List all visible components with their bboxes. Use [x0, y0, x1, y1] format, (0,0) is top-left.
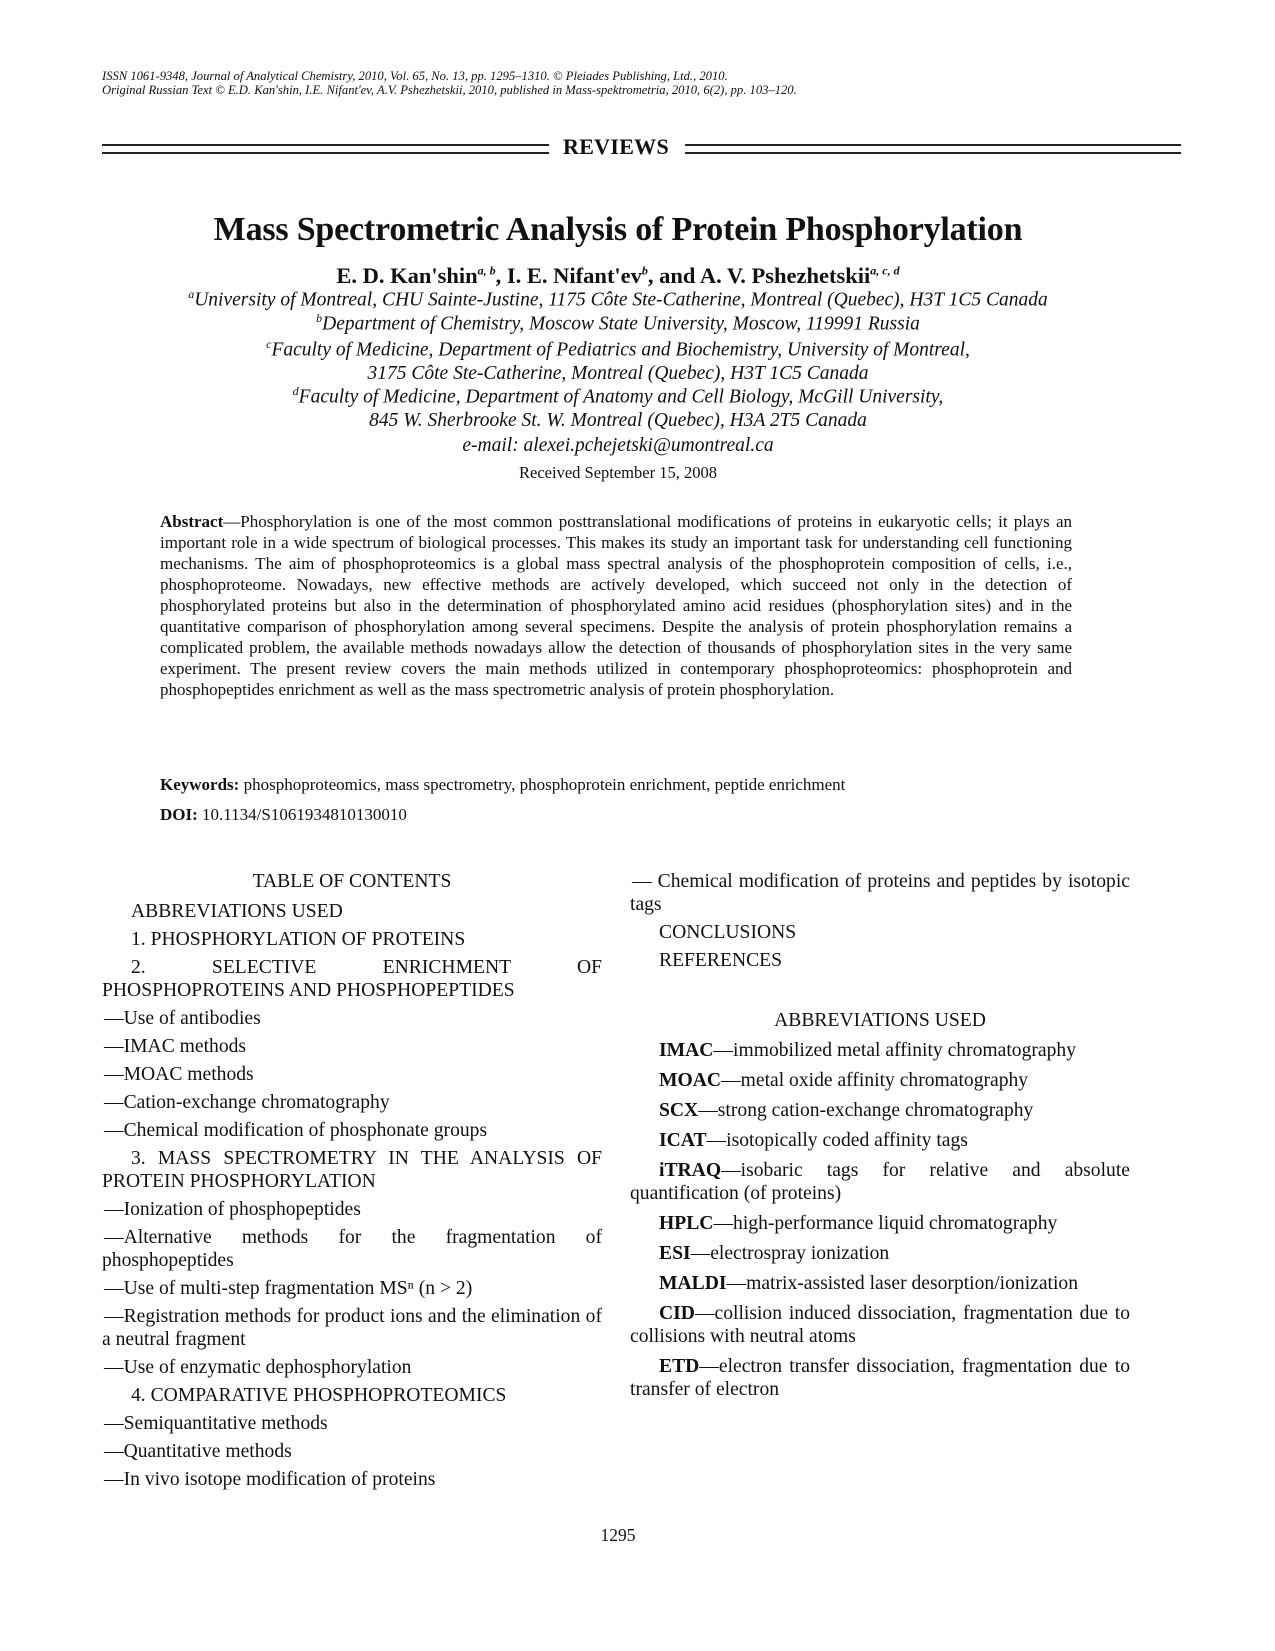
abbreviation-definition: —metal oxide affinity chromatography	[721, 1070, 1029, 1091]
toc-item: —Use of enzymatic dephosphorylation	[104, 1357, 412, 1378]
toc-item: —Semiquantitative methods	[104, 1413, 328, 1434]
affiliation-text-line2: 3175 Côte Ste-Catherine, Montreal (Quebec), H3T 1C5 Canada	[367, 362, 869, 384]
toc-item: REFERENCES	[659, 950, 783, 971]
abbreviation-term: HPLC	[659, 1213, 714, 1234]
toc-item: —IMAC methods	[104, 1036, 247, 1057]
author-affiliation-marks: b	[641, 263, 648, 278]
toc-item: —In vivo isotope modification of proteins	[104, 1469, 436, 1490]
abbreviation-entry	[630, 1129, 1130, 1152]
abbreviation-definition: —isotopically coded affinity tags	[706, 1130, 968, 1151]
abbreviation-definition: —high-performance liquid chromatography	[713, 1213, 1058, 1234]
toc-item: —Cation-exchange chromatography	[104, 1092, 390, 1113]
divider-right-rule	[685, 144, 1181, 154]
contact-email: e-mail: alexei.pchejetski@umontreal.ca	[462, 435, 774, 456]
abbreviations-heading: ABBREVIATIONS USED	[774, 1010, 986, 1031]
column-spacer	[630, 977, 1130, 1009]
abbreviation-entry	[630, 1302, 1130, 1348]
journal-header-line1: ISSN 1061-9348, Journal of Analytical Chemistry, 2010, Vol. 65, No. 13, pp. 1295–1310. © Pleiades Publishing, Ltd., 2010.	[102, 69, 728, 83]
abbreviation-definition: —collision induced dissociation, fragmentation due to collisions with neutral atoms	[630, 1303, 1130, 1347]
abbreviation-term: ETD	[659, 1356, 700, 1377]
divider-left-rule	[102, 144, 549, 154]
right-column	[630, 870, 1130, 1408]
toc-item: —Alternative methods for the fragmentation of phosphopeptides	[102, 1227, 602, 1271]
toc-item: ABBREVIATIONS USED	[131, 901, 343, 922]
doi-label: DOI:	[160, 805, 198, 824]
abbreviations-list	[630, 1039, 1130, 1401]
author-separator: , and	[647, 263, 700, 288]
abbreviation-term: iTRAQ	[659, 1160, 722, 1181]
toc-list	[102, 900, 602, 1491]
abbreviation-entry	[630, 1272, 1130, 1295]
abbreviation-definition: —strong cation-exchange chromatography	[698, 1100, 1034, 1121]
author-name: A. V. Pshezhetskii	[699, 263, 871, 288]
abbreviation-term: MOAC	[659, 1070, 722, 1091]
journal-header-line2: Original Russian Text © E.D. Kan'shin, I.E. Nifant'ev, A.V. Pshezhetskii, 2010, published in Mass-spektrometria, 2010, 6(2), pp. 103–120.	[102, 83, 797, 97]
toc-continued-list	[630, 870, 1130, 972]
doi-text: 10.1134/S1061934810130010	[197, 805, 407, 824]
toc-item: 3. MASS SPECTROMETRY IN THE ANALYSIS OF PROTEIN PHOSPHORYLATION	[102, 1148, 602, 1192]
abbreviation-entry	[630, 1159, 1130, 1205]
affiliation-mark: a	[188, 287, 195, 301]
abbreviation-entry	[630, 1212, 1130, 1235]
toc-item: —Registration methods for product ions and the elimination of a neutral fragment	[102, 1306, 602, 1350]
doi	[160, 805, 1080, 825]
abbreviation-definition: —isobaric tags for relative and absolute quantification (of proteins)	[630, 1160, 1130, 1204]
author-separator: ,	[495, 263, 507, 288]
toc-item: —Use of multi-step fragmentation MSⁿ (n > 2)	[104, 1278, 473, 1299]
toc-item: 1. PHOSPHORYLATION OF PROTEINS	[131, 929, 466, 950]
affiliation-mark: c	[266, 337, 272, 351]
toc-item: —Use of antibodies	[104, 1008, 261, 1029]
affiliation-mark: d	[292, 384, 299, 398]
affiliation-text: University of Montreal, CHU Sainte-Justine, 1175 Côte Ste-Catherine, Montreal (Quebec), H3T 1C5 Canada	[194, 289, 1048, 311]
abbreviation-term: IMAC	[659, 1040, 714, 1061]
abstract-label: Abstract	[160, 512, 224, 531]
section-divider	[102, 134, 1181, 161]
section-label: REVIEWS	[563, 134, 670, 159]
affiliation	[0, 380, 1236, 432]
table-of-contents	[102, 870, 602, 1496]
toc-item: CONCLUSIONS	[659, 922, 797, 943]
abbreviation-entry	[630, 1069, 1130, 1092]
author-affiliation-marks: a, c, d	[870, 263, 900, 278]
affiliation-mark: b	[316, 311, 323, 325]
toc-item: 4. COMPARATIVE PHOSPHOPROTEOMICS	[131, 1385, 507, 1406]
toc-item: —Quantitative methods	[104, 1441, 292, 1462]
author-name: E. D. Kan'shin	[336, 263, 478, 288]
abbreviation-term: ICAT	[659, 1130, 707, 1151]
toc-item: —Chemical modification of phosphonate groups	[104, 1120, 488, 1141]
article-title: Mass Spectrometric Analysis of Protein Phosphorylation	[213, 211, 1023, 248]
toc-heading: TABLE OF CONTENTS	[252, 871, 452, 892]
received-date: Received September 15, 2008	[519, 463, 717, 482]
abbreviation-definition: —immobilized metal affinity chromatography	[713, 1040, 1076, 1061]
page-number: 1295	[600, 1525, 636, 1545]
affiliation-text: Faculty of Medicine, Department of Anatomy and Cell Biology, McGill University,	[298, 386, 944, 408]
author-name: I. E. Nifant'ev	[506, 263, 642, 288]
keywords-text: phosphoproteomics, mass spectrometry, phosphoprotein enrichment, peptide enrichment	[239, 775, 846, 794]
affiliation-text: Department of Chemistry, Moscow State University, Moscow, 119991 Russia	[322, 313, 920, 335]
abbreviation-entry	[630, 1099, 1130, 1122]
toc-item: — Chemical modification of proteins and peptides by isotopic tags	[630, 871, 1130, 915]
keywords	[160, 775, 1080, 795]
toc-item: —MOAC methods	[104, 1064, 254, 1085]
affiliation	[0, 307, 1236, 336]
abbreviation-entry	[630, 1355, 1130, 1401]
abbreviation-term: SCX	[659, 1100, 699, 1121]
abbreviation-entry	[630, 1242, 1130, 1265]
toc-item: 2. SELECTIVE ENRICHMENT OF PHOSPHOPROTEINS AND PHOSPHOPEPTIDES	[102, 957, 602, 1001]
abbreviation-definition: —electrospray ionization	[690, 1243, 890, 1264]
abbreviation-term: MALDI	[659, 1273, 727, 1294]
abbreviation-definition: —electron transfer dissociation, fragmentation due to transfer of electron	[630, 1356, 1130, 1400]
affiliation-text-line2: 845 W. Sherbrooke St. W. Montreal (Quebec), H3A 2T5 Canada	[369, 409, 867, 431]
abstract	[160, 511, 1072, 700]
affiliation-text: Faculty of Medicine, Department of Pediatrics and Biochemistry, University of Montreal,	[271, 339, 970, 361]
keywords-label: Keywords:	[160, 775, 240, 794]
abstract-text: —Phosphorylation is one of the most common posttranslational modifications of proteins in eukaryotic cells; it plays an important role in a wide spectrum of biological processes. This makes its study an important task for understanding cell functioning mechanisms. The aim of phosphoproteomics is a global mass spectral analysis of the phosphoprotein composition of cells, i.e., phosphoproteome. Nowadays, new effective methods are actively developed, which succeed not only in the detection of phosphorylated proteins but also in the determination of phosphorylated amino acid residues (phosphorylation sites) and in the quantitative comparison of phosphorylation among several specimens. Despite the analysis of protein phosphorylation remains a complicated problem, the available methods nowadays allow the detection of thousands of phosphorylation sites in the very same experiment. The present review covers the main methods utilized in contemporary phosphoproteomics: phosphoprotein and phosphopeptides enrichment as well as the mass spectrometric analysis of protein phosphorylation.	[160, 512, 1072, 699]
abbreviation-term: ESI	[659, 1243, 691, 1264]
abbreviation-term: CID	[659, 1303, 695, 1324]
abbreviation-definition: —matrix-assisted laser desorption/ionization	[726, 1273, 1079, 1294]
author-affiliation-marks: a, b	[477, 263, 496, 278]
toc-item: —Ionization of phosphopeptides	[104, 1199, 361, 1220]
abbreviation-entry	[630, 1039, 1130, 1062]
affiliation	[0, 333, 1236, 385]
journal-header	[102, 69, 1182, 97]
